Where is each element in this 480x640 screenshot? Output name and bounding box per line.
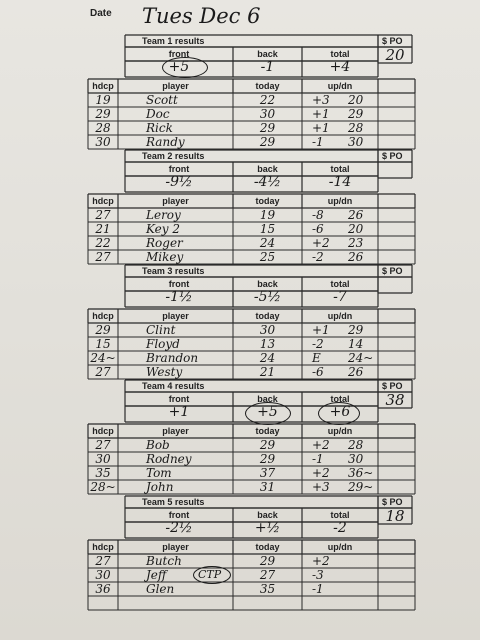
total-score: -7 <box>333 289 347 305</box>
player-diff: E <box>312 351 321 365</box>
team-title: Team 2 results <box>142 151 205 161</box>
player-new-hdcp: 29~ <box>348 480 374 494</box>
hand-drawn-circle <box>193 566 231 584</box>
spo-label: $ PO <box>382 266 403 276</box>
today-header: today <box>255 426 280 436</box>
spo-label: $ PO <box>382 497 403 507</box>
updn-header: up/dn <box>327 311 353 321</box>
player-new-hdcp: 14 <box>348 337 364 351</box>
player-hdcp: 15 <box>95 337 111 351</box>
player-name: Scott <box>146 93 178 107</box>
today-header: today <box>255 196 280 206</box>
total-header: total <box>330 394 350 404</box>
back-score: -5½ <box>253 289 282 305</box>
player-today: 22 <box>259 93 276 107</box>
total-score: -2 <box>333 520 347 536</box>
player-today: 24 <box>259 236 276 250</box>
player-today: 19 <box>259 208 276 222</box>
player-diff: -6 <box>312 222 324 236</box>
player-header: player <box>162 426 189 436</box>
player-new-hdcp: 24~ <box>348 351 374 365</box>
spo-value: 18 <box>385 507 405 525</box>
player-name: Randy <box>146 135 185 149</box>
player-hdcp: 29 <box>95 323 111 337</box>
today-header: today <box>255 311 280 321</box>
back-score: +5 <box>257 404 278 420</box>
player-diff: -1 <box>312 582 324 596</box>
updn-header: up/dn <box>327 426 353 436</box>
player-today: 21 <box>259 365 276 379</box>
player-new-hdcp: 30 <box>348 135 364 149</box>
player-hdcp: 27 <box>95 365 111 379</box>
player-today: 30 <box>259 323 276 337</box>
player-hdcp: 27 <box>95 208 111 222</box>
player-hdcp: 30 <box>95 452 111 466</box>
player-diff: -1 <box>312 452 324 466</box>
player-header: player <box>162 311 189 321</box>
total-score: -14 <box>328 174 352 190</box>
player-today: 27 <box>259 568 276 582</box>
player-hdcp: 24~ <box>90 351 116 365</box>
front-score: +1 <box>168 404 190 420</box>
player-diff: -3 <box>312 568 324 582</box>
player-hdcp: 27 <box>95 250 111 264</box>
spo-label: $ PO <box>382 381 403 391</box>
hand-drawn-circle <box>162 57 208 78</box>
player-name: Tom <box>146 466 172 480</box>
player-diff: -6 <box>312 365 324 379</box>
player-today: 30 <box>259 107 276 121</box>
player-diff: +1 <box>312 323 330 337</box>
front-header: front <box>168 49 190 59</box>
player-name: Mikey <box>146 250 184 264</box>
player-name: Key 2 <box>146 222 180 236</box>
player-header: player <box>162 196 189 206</box>
total-score: +6 <box>329 404 351 420</box>
front-score: -1½ <box>165 289 193 305</box>
player-name: Clint <box>146 323 176 337</box>
player-diff: +3 <box>312 93 330 107</box>
team-title: Team 5 results <box>142 497 205 507</box>
updn-header: up/dn <box>327 542 353 552</box>
today-header: today <box>255 542 280 552</box>
total-score: +4 <box>329 59 351 75</box>
player-hdcp: 28 <box>95 121 111 135</box>
team-title: Team 3 results <box>142 266 205 276</box>
player-new-hdcp: 23 <box>348 236 364 250</box>
back-score: -4½ <box>253 174 282 190</box>
date-label: Date <box>90 8 112 19</box>
total-header: total <box>330 279 350 289</box>
player-diff: +2 <box>312 236 330 250</box>
player-diff: -8 <box>312 208 324 222</box>
player-today: 15 <box>259 222 276 236</box>
player-name: Doc <box>146 107 170 121</box>
back-header: back <box>257 510 278 520</box>
player-new-hdcp: 20 <box>348 222 364 236</box>
player-new-hdcp: 30 <box>348 452 364 466</box>
player-header: player <box>162 81 189 91</box>
player-diff: -1 <box>312 135 324 149</box>
hdcp-header: hdcp <box>92 81 114 91</box>
player-hdcp: 35 <box>95 466 111 480</box>
player-hdcp: 36 <box>95 582 111 596</box>
front-score: -2½ <box>165 520 193 536</box>
player-new-hdcp: 29 <box>348 107 364 121</box>
player-new-hdcp: 26 <box>348 250 364 264</box>
player-name: Westy <box>146 365 183 379</box>
front-header: front <box>168 394 190 404</box>
spo-value: 20 <box>385 46 405 64</box>
player-hdcp: 22 <box>95 236 111 250</box>
back-header: back <box>257 164 278 174</box>
player-today: 25 <box>259 250 276 264</box>
total-header: total <box>330 164 350 174</box>
total-header: total <box>330 49 350 59</box>
player-hdcp: 27 <box>95 554 111 568</box>
total-header: total <box>330 510 350 520</box>
player-name: Bob <box>146 438 170 452</box>
player-new-hdcp: 26 <box>348 208 364 222</box>
player-name: Leroy <box>146 208 181 222</box>
hdcp-header: hdcp <box>92 311 114 321</box>
player-hdcp: 28~ <box>90 480 116 494</box>
player-name: Jeff <box>146 568 167 582</box>
player-hdcp: 21 <box>95 222 111 236</box>
player-today: 24 <box>259 351 276 365</box>
front-header: front <box>168 279 190 289</box>
player-hdcp: 19 <box>95 93 111 107</box>
player-name: Floyd <box>146 337 180 351</box>
front-score: +5 <box>168 59 190 75</box>
player-name: Glen <box>146 582 175 596</box>
player-hdcp: 30 <box>95 568 111 582</box>
player-hdcp: 30 <box>95 135 111 149</box>
team-title: Team 1 results <box>142 36 205 46</box>
player-today: 29 <box>259 452 276 466</box>
player-new-hdcp: 26 <box>348 365 364 379</box>
player-new-hdcp: 20 <box>348 93 364 107</box>
back-score: -1 <box>260 59 275 75</box>
player-hdcp: 29 <box>95 107 111 121</box>
today-header: today <box>255 81 280 91</box>
player-today: 35 <box>259 582 276 596</box>
player-hdcp: 27 <box>95 438 111 452</box>
player-diff: +2 <box>312 438 330 452</box>
spo-label: $ PO <box>382 36 403 46</box>
hdcp-header: hdcp <box>92 196 114 206</box>
player-header: player <box>162 542 189 552</box>
hdcp-header: hdcp <box>92 542 114 552</box>
updn-header: up/dn <box>327 196 353 206</box>
date-value: Tues Dec 6 <box>142 4 261 28</box>
player-diff: +1 <box>312 107 330 121</box>
player-today: 31 <box>259 480 276 494</box>
player-diff: +2 <box>312 554 330 568</box>
player-name: John <box>146 480 174 494</box>
player-today: 29 <box>259 554 276 568</box>
hand-drawn-circle <box>318 402 360 425</box>
player-diff: -2 <box>312 337 324 351</box>
player-today: 29 <box>259 121 276 135</box>
player-new-hdcp: 28 <box>348 438 364 452</box>
spo-value: 38 <box>385 391 405 409</box>
player-name: Butch <box>146 554 182 568</box>
ctp-note: CTP <box>198 568 222 581</box>
player-diff: +2 <box>312 466 330 480</box>
front-header: front <box>168 510 190 520</box>
hdcp-header: hdcp <box>92 426 114 436</box>
hand-drawn-circle <box>245 402 291 425</box>
player-today: 29 <box>259 438 276 452</box>
back-header: back <box>257 279 278 289</box>
front-score: -9½ <box>165 174 193 190</box>
updn-header: up/dn <box>327 81 353 91</box>
front-header: front <box>168 164 190 174</box>
player-name: Rick <box>146 121 173 135</box>
player-name: Brandon <box>146 351 199 365</box>
back-header: back <box>257 394 278 404</box>
player-today: 13 <box>259 337 276 351</box>
player-new-hdcp: 36~ <box>348 466 374 480</box>
back-header: back <box>257 49 278 59</box>
player-today: 37 <box>259 466 276 480</box>
player-new-hdcp: 29 <box>348 323 364 337</box>
player-new-hdcp: 28 <box>348 121 364 135</box>
spo-label: $ PO <box>382 151 403 161</box>
player-today: 29 <box>259 135 276 149</box>
player-name: Rodney <box>146 452 192 466</box>
back-score: +½ <box>254 520 281 536</box>
player-name: Roger <box>146 236 183 250</box>
player-diff: +1 <box>312 121 330 135</box>
team-title: Team 4 results <box>142 381 205 391</box>
player-diff: +3 <box>312 480 330 494</box>
player-diff: -2 <box>312 250 324 264</box>
